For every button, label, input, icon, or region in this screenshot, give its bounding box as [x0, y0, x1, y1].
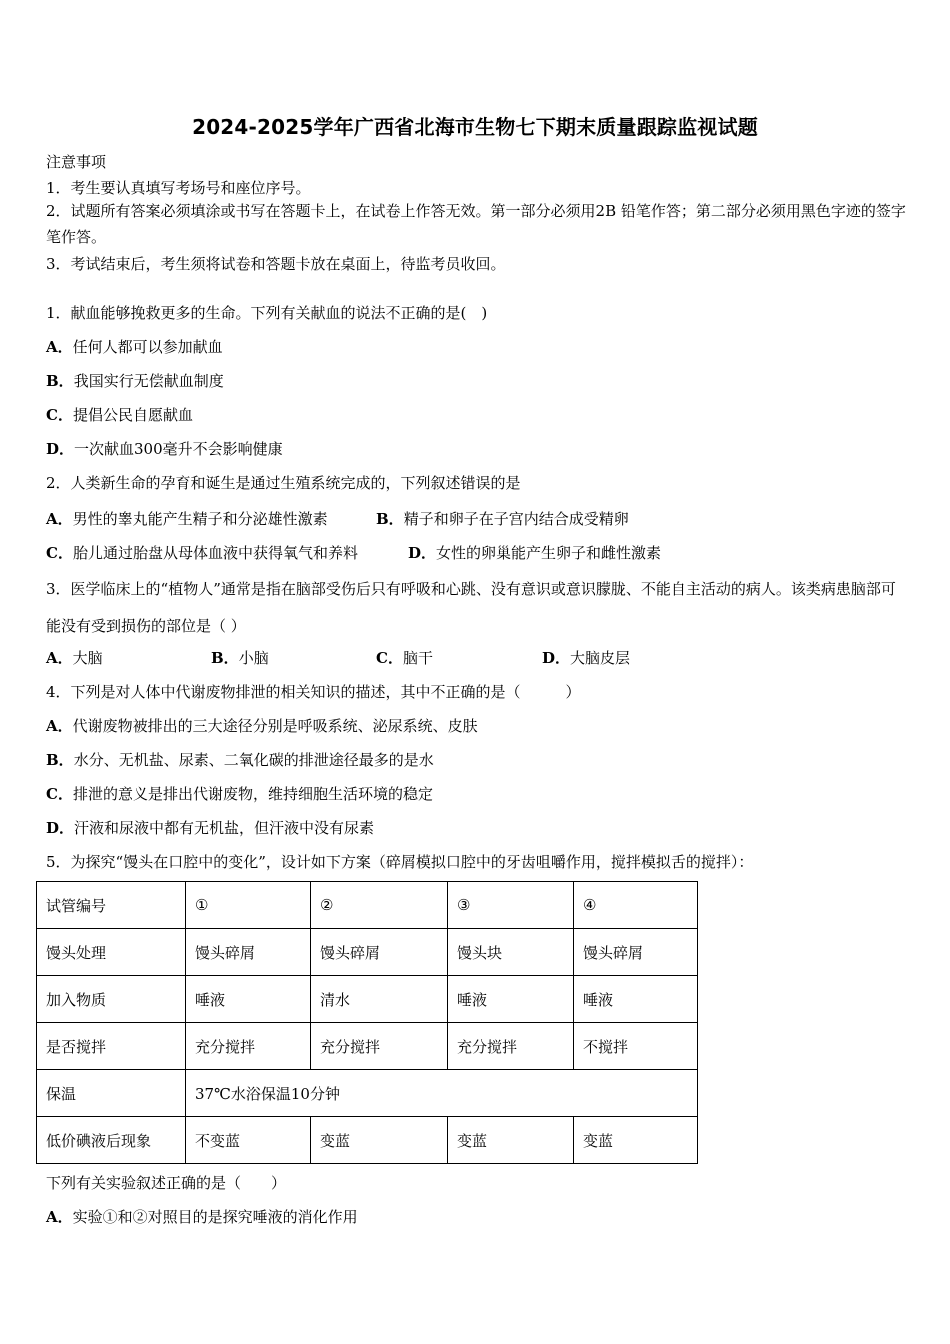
- option-text: 提倡公民自愿献血: [72, 406, 193, 424]
- table-cell: ④: [574, 882, 698, 929]
- q2-option-c: [46, 542, 358, 563]
- table-cell: ②: [311, 882, 448, 929]
- option-label: B．: [46, 372, 74, 390]
- q4-stem: 4．下列是对人体中代谢废物排泄的相关知识的描述，其中不正确的是（ ）: [46, 683, 581, 701]
- option-label: B．: [211, 649, 239, 667]
- table-cell: 不变蓝: [186, 1117, 311, 1164]
- table-cell: 变蓝: [574, 1117, 698, 1164]
- option-text: 精子和卵子在子宫内结合成受精卵: [403, 510, 629, 528]
- option-label: B．: [46, 751, 74, 769]
- exam-title: 2024-2025学年广西省北海市生物七下期末质量跟踪监视试题: [192, 115, 758, 139]
- option-text: 一次献血300毫升不会影响健康: [74, 440, 283, 458]
- table-row: [37, 882, 698, 929]
- option-label: C．: [46, 406, 73, 424]
- table-cell: 馒头碎屑: [186, 929, 311, 976]
- q5-question: 下列有关实验叙述正确的是（ ）: [46, 1174, 287, 1192]
- option-text: 实验①和②对照目的是探究唾液的消化作用: [72, 1208, 358, 1226]
- table-row: [37, 1023, 698, 1070]
- option-text: 女性的卵巢能产生卵子和雌性激素: [436, 544, 662, 562]
- option-label: D．: [46, 440, 75, 458]
- table-cell: 不搅拌: [574, 1023, 698, 1070]
- option-label: C．: [376, 649, 403, 667]
- q1-option-b: [46, 370, 224, 391]
- q1-option-d: [46, 438, 283, 459]
- table-cell: 是否搅拌: [37, 1023, 186, 1070]
- table-row: [37, 1070, 698, 1117]
- q4-option-b: [46, 749, 434, 770]
- option-label: A．: [46, 1208, 73, 1226]
- q5-option-a: [46, 1206, 358, 1227]
- option-label: D．: [408, 544, 437, 562]
- table-row: [37, 929, 698, 976]
- table-row: [37, 1117, 698, 1164]
- q1-option-c: [46, 404, 193, 425]
- table-cell: 加入物质: [37, 976, 186, 1023]
- option-text: 大脑: [72, 649, 103, 667]
- notice-item-2: 2．试题所有答案必须填涂或书写在答题卡上，在试卷上作答无效。第一部分必须用2B 铅笔作答；第二部分必须用黑色字迹的签字笔作答。: [46, 202, 906, 246]
- option-label: D．: [46, 819, 75, 837]
- option-text: 男性的睾丸能产生精子和分泌雄性激素: [72, 510, 328, 528]
- q2-option-b: [376, 508, 629, 529]
- q3-option-d: [542, 647, 630, 668]
- table-cell: ③: [448, 882, 574, 929]
- table-row: [37, 976, 698, 1023]
- option-label: D．: [542, 649, 571, 667]
- experiment-table: [36, 881, 698, 1164]
- option-text: 我国实行无偿献血制度: [73, 372, 224, 390]
- q3-option-a: [46, 647, 103, 668]
- table-cell-merged: 37℃水浴保温10分钟: [186, 1070, 698, 1117]
- notice-item-1: 1．考生要认真填写考场号和座位序号。: [46, 179, 311, 197]
- option-label: C．: [46, 785, 73, 803]
- option-label: A．: [46, 649, 73, 667]
- option-text: 胎儿通过胎盘从母体血液中获得氧气和养料: [72, 544, 358, 562]
- option-text: 排泄的意义是排出代谢废物，维持细胞生活环境的稳定: [72, 785, 433, 803]
- q2-option-a: [46, 508, 328, 529]
- option-text: 大脑皮层: [570, 649, 631, 667]
- notice-heading: 注意事项: [46, 153, 107, 171]
- option-text: 汗液和尿液中都有无机盐，但汗液中没有尿素: [74, 819, 375, 837]
- q4-option-a: [46, 715, 478, 736]
- table-cell: 充分搅拌: [448, 1023, 574, 1070]
- option-text: 代谢废物被排出的三大途径分别是呼吸系统、泌尿系统、皮肤: [72, 717, 478, 735]
- q5-stem: 5．为探究“馒头在口腔中的变化”，设计如下方案（碎屑模拟口腔中的牙齿咀嚼作用，搅拌模拟舌的搅拌）：: [46, 853, 754, 871]
- table-cell: 变蓝: [448, 1117, 574, 1164]
- option-text: 水分、无机盐、尿素、二氧化碳的排泄途径最多的是水: [73, 751, 434, 769]
- option-text: 任何人都可以参加献血: [72, 338, 223, 356]
- q3-option-b: [211, 647, 269, 668]
- option-label: A．: [46, 510, 73, 528]
- table-cell: 馒头块: [448, 929, 574, 976]
- q3-stem: 3．医学临床上的“植物人”通常是指在脑部受伤后只有呼吸和心跳、没有意识或意识朦胧、不能自主活动的病人。该类病患脑部可能没有受到损伤的部位是（ ）: [46, 580, 896, 635]
- table-cell: 馒头处理: [37, 929, 186, 976]
- option-label: A．: [46, 717, 73, 735]
- q2-stem: 2．人类新生命的孕育和诞生是通过生殖系统完成的，下列叙述错误的是: [46, 474, 521, 492]
- notice-item-3: 3．考试结束后，考生须将试卷和答题卡放在桌面上，待监考员收回。: [46, 255, 506, 273]
- q4-option-c: [46, 783, 433, 804]
- table-cell: 清水: [311, 976, 448, 1023]
- q1-option-a: [46, 336, 223, 357]
- table-cell: 唾液: [186, 976, 311, 1023]
- option-label: B．: [376, 510, 404, 528]
- table-cell: ①: [186, 882, 311, 929]
- table-cell: 充分搅拌: [311, 1023, 448, 1070]
- q2-option-d: [408, 542, 661, 563]
- table-cell: 变蓝: [311, 1117, 448, 1164]
- option-text: 小脑: [238, 649, 269, 667]
- q3-option-c: [376, 647, 433, 668]
- table-cell: 试管编号: [37, 882, 186, 929]
- table-cell: 唾液: [574, 976, 698, 1023]
- option-text: 脑干: [402, 649, 433, 667]
- table-cell: 馒头碎屑: [574, 929, 698, 976]
- table-cell: 馒头碎屑: [311, 929, 448, 976]
- table-cell: 充分搅拌: [186, 1023, 311, 1070]
- table-cell: 保温: [37, 1070, 186, 1117]
- q4-option-d: [46, 817, 374, 838]
- table-cell: 唾液: [448, 976, 574, 1023]
- option-label: A．: [46, 338, 73, 356]
- q1-stem: 1．献血能够挽救更多的生命。下列有关献血的说法不正确的是( ): [46, 304, 488, 322]
- option-label: C．: [46, 544, 73, 562]
- table-cell: 低价碘液后现象: [37, 1117, 186, 1164]
